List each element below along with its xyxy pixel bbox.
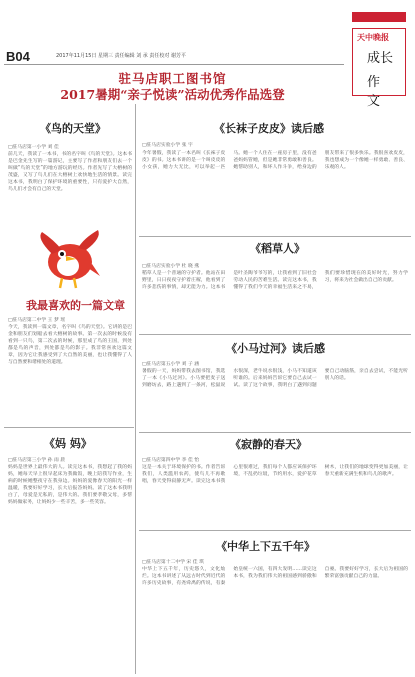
article-title: 《长袜子皮皮》读后感 [214, 122, 324, 135]
article-body: 今年暑假，我读了一本名叫《长袜子皮皮》的书。这本书讲的是一个叫皮皮的小女孩，她力大无比，可以举起一匹马。她一个人住在一座房子里，没有爸爸妈妈管她，但是她非常勇敢和善良。她帮助别人，和坏人作斗争，给身边的朋友带来了很多快乐。我很喜欢皮皮，我也想成为一个像她一样勇敢、善良、乐观的人。 [142, 151, 408, 170]
article-body: 暑假的一天，妈妈带我去图书馆，我选了一本《小马过河》。小马要把麦子送到磨坊去，路上遇到了一条河，松鼠说水很深，老牛说水很浅，小马不知道该听谁的。后来妈妈告诉它要自己去试一试。读了这个故事，我明白了遇到问题要自己动脑筋，亲自去尝试，不能光听别人的话。 [142, 369, 408, 388]
page-title-line1: 驻马店职工图书馆 [118, 71, 227, 86]
section-divider [139, 236, 411, 237]
article-title: 《鸟的天堂》 [40, 122, 106, 135]
brand-bar [352, 12, 406, 22]
section-divider [4, 427, 134, 428]
red-bird-illustration [32, 228, 104, 292]
article-title: 《稻草人》 [250, 242, 305, 255]
article-author: □驻马店第三小学 孙 雨 晨 [8, 458, 66, 463]
article-title: 《小马过河》读后感 [226, 342, 325, 355]
column-name-2: 作文 [367, 75, 381, 109]
article-title: 《中华上下五千年》 [216, 540, 315, 553]
article-body: 稻草人是一个普通的守护者。他站在田野里，日日夜夜守护着庄稼，他看到了许多悲伤的事情，却无能为力。这本书是叶圣陶爷爷写的，让我看到了旧社会劳动人民的苦难生活。读完这本书，我懂得了我们今天的幸福生活来之不易，我们要珍惜现在的美好时光，努力学习，将来为社会做出自己的贡献。 [142, 271, 408, 290]
page-title-line2: 2017暑期“亲子悦读”活动优秀作品选登 [60, 87, 285, 102]
column-brand-box [352, 28, 406, 109]
edition-meta: 2017年11月15日 星期三 责任编辑 刘 承 责任校对 谢芳平 [56, 53, 186, 59]
article-author: □驻马店第十二中学 宋 佳 琪 [142, 560, 204, 565]
article-author: □驻马店实验小学 杜 晓 燕 [142, 264, 200, 269]
article-body: 前几天，我读了一本书，书的名字叫《鸟的天堂》。这本书是巴金先生写的一篇游记，主要写了作者和朋友们去一个叫做“鸟的天堂”的地方游玩的经历。作者先写了大榕树的茂盛，又写了鸟儿们在大榕树上欢快地生活的情景。读完这本书，我明白了保护环境的重要性，只有爱护大自然，鸟儿们才会有自己的天堂。 [8, 152, 132, 192]
section-divider [139, 334, 411, 335]
article-author: □驻马店第五小学 刘 子 涵 [142, 362, 200, 367]
article-title: 《妈 妈》 [44, 437, 92, 450]
header-divider [4, 64, 344, 65]
article-author: □驻马店第二中学 王 梦 瑶 [8, 318, 66, 323]
page-number: B04 [6, 49, 30, 64]
section-divider [139, 530, 411, 531]
article-author: □驻马店实验小学 张 宇 [142, 143, 193, 148]
article-title: 我最喜欢的一篇文章 [26, 299, 125, 312]
article-body: 这是一本关于环境保护的书。作者告诉我们，人类滥用农药，使鸟儿不再歌唱，春天变得寂静无声。读完这本书我心里很难过，我们每个人都应该保护环境，不乱扔垃圾，节约用水，爱护花草树木，让我们的地球变得更加美丽，让春天重新充满生机和鸟儿的歌声。 [142, 465, 408, 484]
article-author: □驻马店第四中学 李 佳 怡 [142, 458, 200, 463]
article-author: □驻马店第一小学 刘 佳 [8, 145, 59, 150]
column-divider [135, 104, 136, 674]
column-name-1: 成长 [367, 51, 394, 66]
article-body: 妈妈是世界上最伟大的人。读完这本书，我想起了我的妈妈，她每天早上很早起床为我做饭，晚上陪我写作业，生病的时候她整夜守在我身边。妈妈的爱像春天的阳光一样温暖，我要好好学习，长大后报答妈妈。读了这本书我明白了，母爱是无私的，是伟大的。我们要孝敬父母，多帮妈妈做家务，让妈妈少一些辛苦，多一些笑容。 [8, 465, 132, 505]
article-title: 《寂静的春天》 [230, 438, 307, 451]
article-body: 中华上下五千年，历史悠久，文化灿烂。这本书讲述了从远古时代到近代的许多历史故事，有尧舜禹的传说，有秦始皇统一六国，有四大发明……读完这本书，我为我们伟大的祖国感到骄傲和自豪。我要好好学习，长大后为祖国的繁荣富强贡献自己的力量。 [142, 567, 408, 586]
section-divider [139, 432, 411, 433]
newspaper-logo: 天中晚报 [357, 32, 389, 42]
article-body: 今天，我读到一篇文章，名字叫《鸟的天堂》。它讲的是巴金和朋友们划船去看大榕树的故事。第一次去的时候没有看到一只鸟，第二次去的时候，那里成了鸟的王国，到处都是鸟的声音，到处都是鸟的影子。我非常喜欢这篇文章，因为它让我感受到了大自然的美丽，也让我懂得了人与自然要和谐相处的道理。 [8, 325, 132, 365]
